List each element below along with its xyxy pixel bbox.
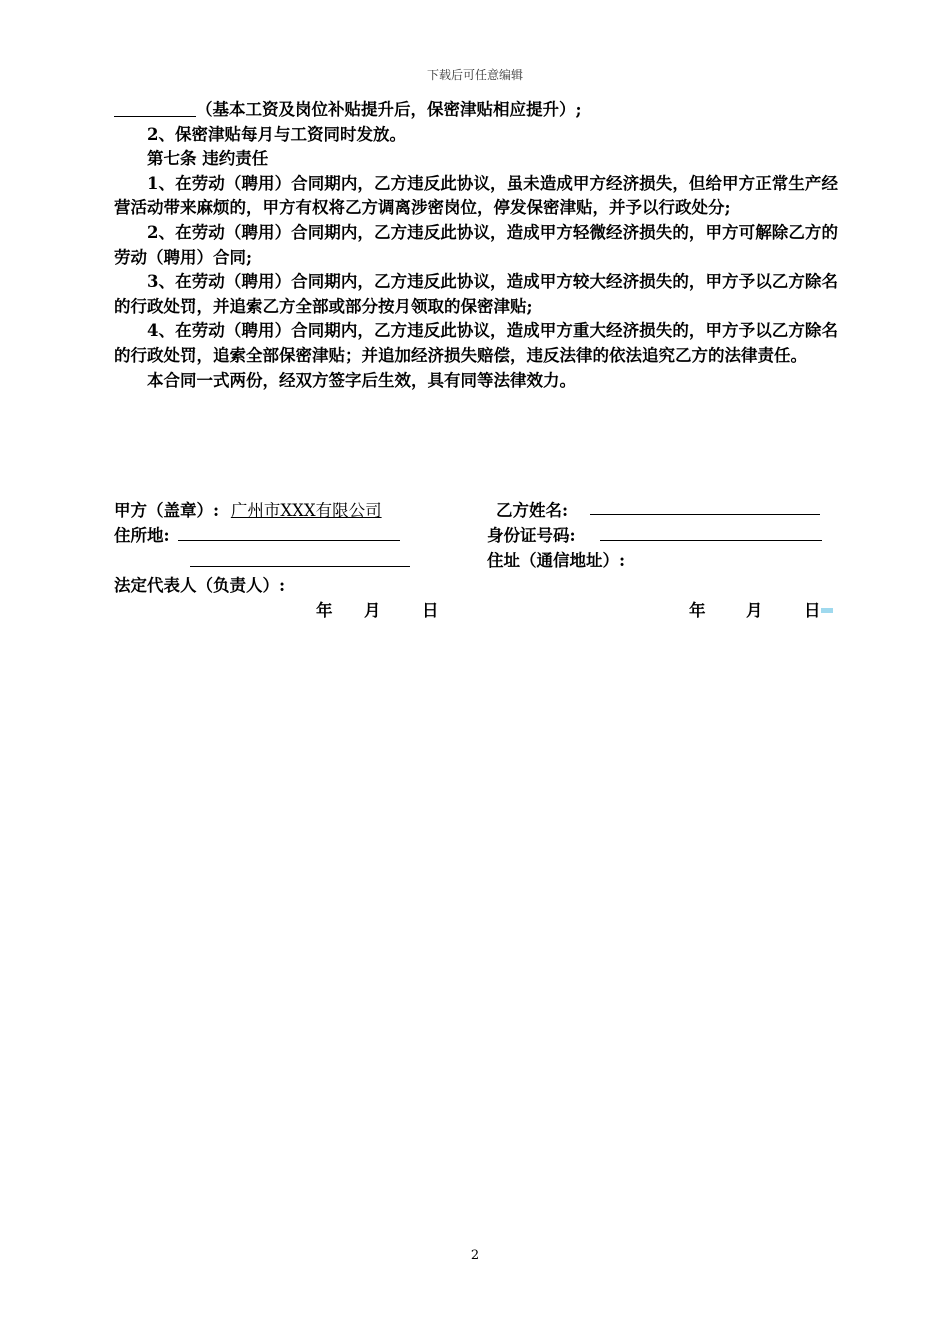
party-a-month: 月 (364, 601, 381, 620)
party-b-day: 日 (804, 601, 821, 620)
party-b-address-label: 住址（通信地址）: (487, 551, 626, 570)
party-b-id-label: 身份证号码: (487, 526, 576, 545)
date-row (0, 597, 950, 621)
page-header: 下载后可任意编辑 (426, 68, 523, 82)
party-a-address-line (178, 540, 400, 541)
amount-blank (114, 99, 196, 117)
allowance-note: （基本工资及岗位补贴提升后，保密津贴相应提升）; (196, 100, 582, 119)
allowance-line (114, 98, 838, 123)
party-b-name-line (590, 514, 820, 515)
document-body (114, 98, 838, 393)
party-a-label: 甲方（盖章）: (114, 501, 220, 520)
clause-3: 3、在劳动（聘用）合同期内，乙方违反此协议，造成甲方较大经济损失的，甲方予以乙方除名的行政处罚，并追索乙方全部或部分按月领取的保密津贴; (114, 272, 838, 316)
clause-1: 1、在劳动（聘用）合同期内，乙方违反此协议，虽未造成甲方经济损失，但给甲方正常生产经营活动带来麻烦的，甲方有权将乙方调离涉密岗位，停发保密津贴，并予以行政处分; (114, 173, 838, 218)
party-a-rep-label: 法定代表人（负责人）: (114, 576, 286, 595)
clause-2: 2、在劳动（聘用）合同期内，乙方违反此协议，造成甲方轻微经济损失的，甲方可解除乙方的劳动（聘用）合同; (114, 222, 838, 267)
party-a-year: 年 (316, 601, 333, 620)
party-a-company: 广州市XXX有限公司 (230, 501, 382, 520)
party-b-year: 年 (689, 601, 706, 620)
party-b-month: 月 (746, 601, 763, 620)
party-a-seal-row (114, 497, 382, 521)
party-a-address-label: 住所地: (114, 526, 170, 545)
article-title: 第七条 违约责任 (147, 149, 269, 169)
party-a-day: 日 (422, 601, 439, 620)
party-b-name-label: 乙方姓名: (496, 501, 569, 520)
closing-paragraph: 本合同一式两份，经双方签字后生效，具有同等法律效力。 (147, 370, 576, 390)
party-b-id-line (600, 540, 822, 541)
party-a-address-line-2 (190, 566, 410, 567)
clause-4: 4、在劳动（聘用）合同期内，乙方违反此协议，造成甲方重大经济损失的，甲方予以乙方除名的行政处罚，追索全部保密津贴；并追加经济损失赔偿，违反法律的依法追究乙方的法律责任。 (114, 321, 838, 365)
page-number: 2 (470, 1248, 480, 1263)
pay-paragraph: 2、保密津贴每月与工资同时发放。 (147, 124, 406, 144)
text-cursor-marker (821, 608, 833, 613)
